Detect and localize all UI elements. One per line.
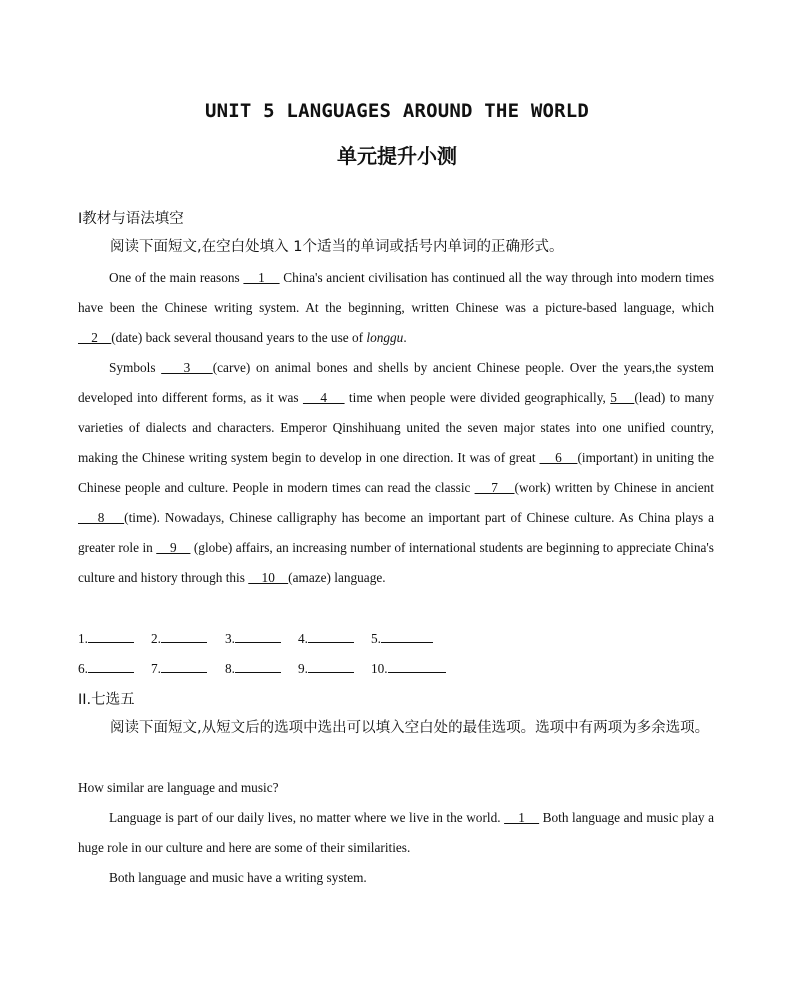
page-subtitle: 单元提升小测 [337, 144, 457, 168]
passage-2-paragraph-1: Language is part of our daily lives, no matter where we live in the world. 1 Both language and music play a huge role in our culture and here are some of their similarities. [78, 810, 714, 855]
blank-8[interactable]: 8 [78, 510, 125, 525]
answer-slot-5[interactable]: 5. [371, 630, 433, 647]
section-2-instruction: 阅读下面短文,从短文后的选项中选出可以填入空白处的最佳选项。选项中有两项为多余选项。 [110, 720, 710, 736]
answer-slot-8[interactable]: 8. [225, 660, 281, 677]
passage-2-paragraph-2: Both language and music have a writing system. [109, 870, 367, 885]
blank-7[interactable]: 7 [474, 480, 515, 495]
blank-5[interactable]: 5 [610, 390, 635, 405]
answer-slot-4[interactable]: 4. [298, 630, 354, 647]
answer-slot-9[interactable]: 9. [298, 660, 354, 677]
section-1-heading: I教材与语法填空 [78, 211, 184, 227]
blank-6[interactable]: 6 [539, 450, 578, 465]
blank-3[interactable]: 3 [161, 360, 213, 375]
passage-paragraph-1: One of the main reasons 1 China's ancient civilisation has continued all the way through into modern times have been the Chinese writing system. At the beginning, written Chinese was a picture-based language, which 2 (date) back several thousand years to the use of longgu. [78, 270, 715, 345]
answer-slot-1[interactable]: 1. [78, 630, 134, 647]
s2-blank-1[interactable]: 1 [504, 810, 540, 825]
blank-10[interactable]: 10 [248, 570, 289, 585]
passage-title: How similar are language and music? [78, 780, 279, 795]
answer-slot-2[interactable]: 2. [151, 630, 207, 647]
blank-2[interactable]: 2 [78, 330, 112, 345]
passage-paragraph-2: Symbols 3 (carve) on animal bones and shells by ancient Chinese people. Over the years,the system developed into different forms, as it was 4 time when people were divided geographically, 5 (lead) to many varieties of dialects and characters. Emperor Qinshihuang united the seven major states into one unified country, making the Chinese writing system begin to develop in one direction. It was of great 6 (important) in uniting the Chinese people and culture. People in modern times can read the classic 7 (work) written by Chinese in ancient 8 (time). Nowadays, Chinese calligraphy has become an important part of Chinese culture. As China plays a greater role in 9 (globe) affairs, an increasing number of international students are beginning to appreciate China's culture and history through this 10 (amaze) language. [78, 360, 715, 585]
blank-4[interactable]: 4 [302, 390, 345, 405]
blank-1[interactable]: 1 [243, 270, 280, 285]
page-title: UNIT 5 LANGUAGES AROUND THE WORLD [204, 100, 590, 122]
section-1-instruction: 阅读下面短文,在空白处填入 1个适当的单词或括号内单词的正确形式。 [110, 239, 564, 255]
answer-slot-6[interactable]: 6. [78, 660, 134, 677]
section-2-heading: II.七选五 [78, 692, 135, 708]
answer-slot-3[interactable]: 3. [225, 630, 281, 647]
answer-slot-10[interactable]: 10. [371, 660, 446, 677]
blank-9[interactable]: 9 [156, 540, 191, 555]
answer-slot-7[interactable]: 7. [151, 660, 207, 677]
